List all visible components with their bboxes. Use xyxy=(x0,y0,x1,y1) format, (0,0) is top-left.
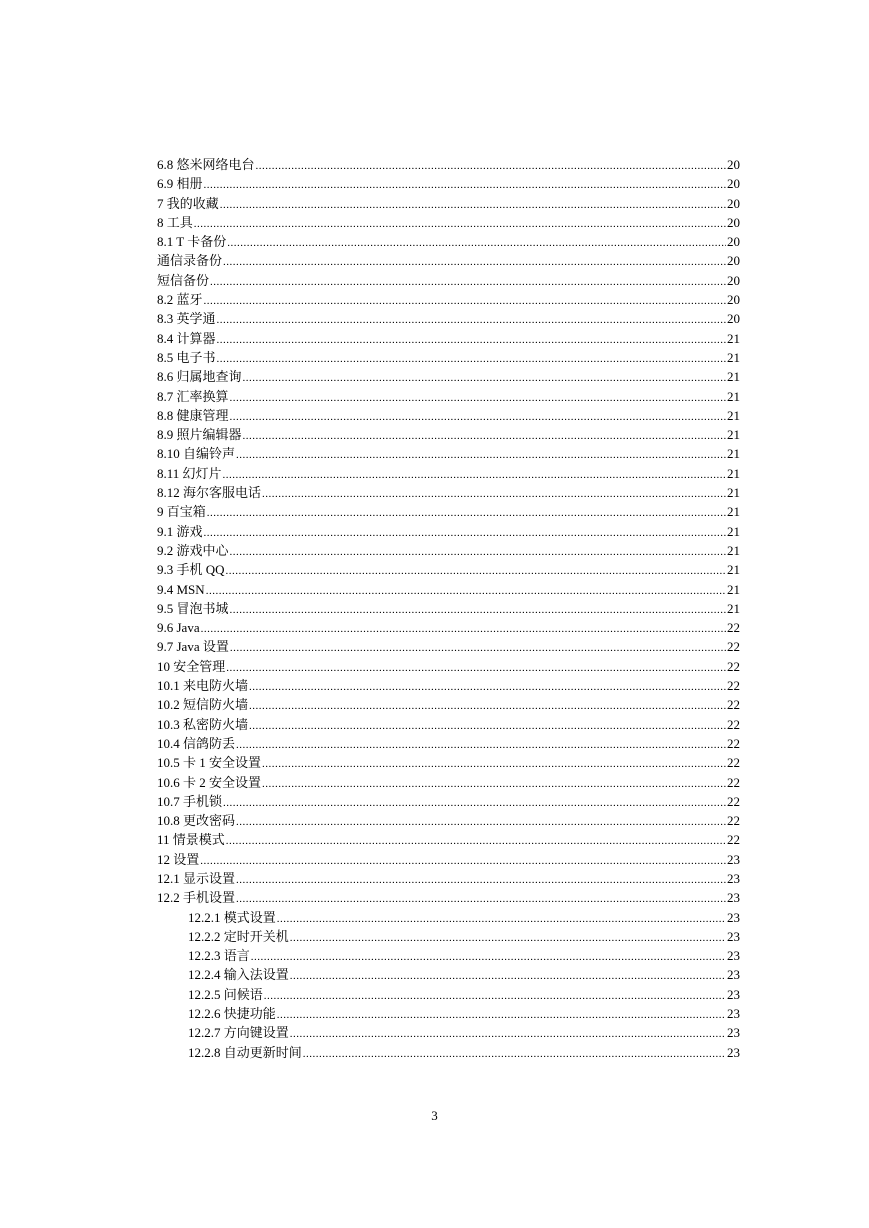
toc-entry-page: 20 xyxy=(727,253,740,269)
toc-leader-dots xyxy=(204,292,726,311)
toc-entry-label: 10.4 信鸽防丢 xyxy=(157,735,236,751)
toc-entry[interactable] xyxy=(157,676,740,695)
toc-entry[interactable] xyxy=(157,232,740,251)
toc-entry-label: 10.7 手机锁 xyxy=(157,793,223,809)
toc-entry-page: 21 xyxy=(727,562,740,578)
toc-entry-label: 8.11 幻灯片 xyxy=(157,465,222,481)
toc-leader-dots xyxy=(230,601,726,620)
toc-entry-label: 12.2 手机设置 xyxy=(157,890,236,906)
toc-entry-label: 12.2.6 快捷功能 xyxy=(188,1006,276,1022)
toc-leader-dots xyxy=(249,697,726,716)
toc-leader-dots xyxy=(249,717,726,736)
toc-entry-page: 21 xyxy=(727,523,740,539)
toc-leader-dots xyxy=(210,273,726,292)
toc-entry[interactable] xyxy=(157,965,740,984)
toc-entry-page: 21 xyxy=(727,407,740,423)
toc-leader-dots xyxy=(290,967,726,986)
toc-entry[interactable] xyxy=(157,483,740,502)
toc-entry[interactable] xyxy=(157,637,740,656)
toc-entry[interactable] xyxy=(157,695,740,714)
toc-entry-page: 22 xyxy=(727,774,740,790)
toc-entry[interactable] xyxy=(157,850,740,869)
page-number: 3 xyxy=(431,1108,438,1123)
toc-entry-page: 21 xyxy=(727,330,740,346)
toc-entry-page: 22 xyxy=(727,620,740,636)
toc-entry-label: 12 设置 xyxy=(157,851,200,867)
toc-entry-label: 6.8 悠米网络电台 xyxy=(157,157,255,172)
toc-entry-page: 23 xyxy=(727,909,740,925)
toc-entry-page: 21 xyxy=(727,542,740,558)
toc-entry-page: 21 xyxy=(727,485,740,501)
toc-leader-dots xyxy=(230,639,726,658)
toc-entry-page: 22 xyxy=(727,755,740,771)
toc-entry-page: 20 xyxy=(727,195,740,211)
toc-entry[interactable] xyxy=(157,580,740,599)
toc-leader-dots xyxy=(262,755,726,774)
toc-leader-dots xyxy=(290,929,726,948)
toc-entry-label: 10.2 短信防火墙 xyxy=(157,697,249,713)
toc-entry-page: 20 xyxy=(727,176,740,192)
toc-entry[interactable] xyxy=(157,927,740,946)
toc-leader-dots xyxy=(236,446,726,465)
toc-entry-label: 12.2.1 模式设置 xyxy=(188,909,276,925)
toc-entry-page: 22 xyxy=(727,716,740,732)
toc-leader-dots xyxy=(230,543,726,562)
toc-entry[interactable] xyxy=(157,773,740,792)
toc-leader-dots xyxy=(303,1045,726,1064)
toc-entry-label: 8.10 自编铃声 xyxy=(157,446,236,462)
toc-entry[interactable] xyxy=(157,251,740,270)
toc-entry-page: 21 xyxy=(727,504,740,520)
toc-entry-label: 9.6 Java xyxy=(157,620,200,636)
toc-entry-label: 12.2.5 问候语 xyxy=(188,986,263,1002)
toc-entry-page: 22 xyxy=(727,697,740,713)
toc-entry-page: 20 xyxy=(727,214,740,230)
toc-entry-page: 21 xyxy=(727,600,740,616)
toc-entry-page: 20 xyxy=(727,272,740,288)
toc-leader-dots xyxy=(230,389,726,408)
toc-entry-page: 22 xyxy=(727,793,740,809)
toc-entry[interactable] xyxy=(157,367,740,386)
toc-entry-label: 9.7 Java 设置 xyxy=(157,639,229,655)
toc-entry-label: 9.2 游戏中心 xyxy=(157,542,229,558)
toc-entry[interactable] xyxy=(157,599,740,618)
toc-leader-dots xyxy=(226,562,726,581)
toc-entry-label: 12.1 显示设置 xyxy=(157,870,236,886)
toc-entry[interactable] xyxy=(157,946,740,965)
toc-leader-dots xyxy=(227,234,726,253)
toc-entry[interactable] xyxy=(157,309,740,328)
toc-entry-page: 22 xyxy=(727,813,740,829)
toc-entry-page: 23 xyxy=(727,948,740,964)
toc-entry[interactable] xyxy=(157,753,740,772)
toc-entry-label: 9.1 游戏 xyxy=(157,523,203,539)
toc-entry-page: 23 xyxy=(727,890,740,906)
toc-leader-dots xyxy=(217,331,726,350)
toc-leader-dots xyxy=(207,504,726,523)
toc-leader-dots xyxy=(236,890,726,909)
toc-leader-dots xyxy=(226,832,726,851)
toc-leader-dots xyxy=(236,871,726,890)
toc-entry[interactable] xyxy=(157,522,740,541)
toc-leader-dots xyxy=(290,1025,726,1044)
toc-entry-page: 21 xyxy=(727,427,740,443)
toc-entry-label: 8 工具 xyxy=(157,214,193,230)
toc-entry-page: 23 xyxy=(727,986,740,1002)
toc-entry-page: 23 xyxy=(727,1006,740,1022)
toc-leader-dots xyxy=(226,659,726,678)
toc-leader-dots xyxy=(236,813,726,832)
toc-entry-page: 20 xyxy=(727,292,740,308)
toc-entry-page: 20 xyxy=(727,157,740,172)
toc-entry[interactable] xyxy=(157,174,740,193)
toc-leader-dots xyxy=(236,736,726,755)
toc-entry-page: 22 xyxy=(727,658,740,674)
toc-entry-page: 22 xyxy=(727,678,740,694)
toc-entry[interactable] xyxy=(157,444,740,463)
toc-entry[interactable] xyxy=(157,618,740,637)
toc-leader-dots xyxy=(230,408,726,427)
toc-leader-dots xyxy=(217,350,726,369)
toc-entry-label: 10.1 来电防火墙 xyxy=(157,678,249,694)
toc-entry-label: 8.5 电子书 xyxy=(157,349,216,365)
toc-leader-dots xyxy=(200,852,726,871)
toc-entry-label: 7 我的收藏 xyxy=(157,195,219,211)
toc-entry[interactable] xyxy=(157,792,740,811)
toc-leader-dots xyxy=(243,369,726,388)
toc-entry-label: 8.6 归属地查询 xyxy=(157,369,242,385)
toc-leader-dots xyxy=(204,524,726,543)
toc-entry[interactable] xyxy=(157,869,740,888)
toc-entry-page: 20 xyxy=(727,234,740,250)
toc-entry[interactable] xyxy=(157,1023,740,1042)
toc-entry-label: 9.5 冒泡书城 xyxy=(157,600,229,616)
toc-entry-label: 8.1 T 卡备份 xyxy=(157,234,227,250)
toc-entry-label: 10 安全管理 xyxy=(157,658,226,674)
toc-entry-page: 23 xyxy=(727,1025,740,1041)
toc-leader-dots xyxy=(249,678,726,697)
toc-entry[interactable] xyxy=(157,734,740,753)
toc-entry[interactable] xyxy=(157,290,740,309)
toc-entry-page: 23 xyxy=(727,967,740,983)
toc-leader-dots xyxy=(223,466,726,485)
toc-entry-page: 23 xyxy=(727,870,740,886)
toc-entry[interactable] xyxy=(157,888,740,907)
toc-leader-dots xyxy=(262,485,726,504)
toc-leader-dots xyxy=(220,196,726,215)
toc-entry-page: 22 xyxy=(727,639,740,655)
toc-entry-label: 12.2.4 输入法设置 xyxy=(188,967,289,983)
toc-entry-label: 6.9 相册 xyxy=(157,176,203,192)
toc-entry-label: 8.4 计算器 xyxy=(157,330,216,346)
table-of-contents xyxy=(157,155,740,1062)
toc-entry-page: 23 xyxy=(727,928,740,944)
toc-entry-label: 8.3 英学通 xyxy=(157,311,216,327)
toc-leader-dots xyxy=(206,582,726,601)
toc-entry-page: 21 xyxy=(727,369,740,385)
toc-entry[interactable] xyxy=(157,194,740,213)
toc-entry[interactable] xyxy=(157,985,740,1004)
toc-leader-dots xyxy=(277,1006,726,1025)
toc-entry-label: 9.4 MSN xyxy=(157,581,205,597)
toc-entry-page: 21 xyxy=(727,446,740,462)
toc-entry[interactable] xyxy=(157,715,740,734)
toc-leader-dots xyxy=(223,794,726,813)
toc-leader-dots xyxy=(251,948,726,967)
toc-entry[interactable] xyxy=(157,811,740,830)
toc-entry-label: 10.8 更改密码 xyxy=(157,813,236,829)
toc-entry-label: 8.12 海尔客服电话 xyxy=(157,485,262,501)
toc-leader-dots xyxy=(262,775,726,794)
toc-entry-label: 8.8 健康管理 xyxy=(157,407,229,423)
toc-entry-page: 23 xyxy=(727,1044,740,1060)
toc-entry-page: 21 xyxy=(727,465,740,481)
toc-entry[interactable] xyxy=(157,387,740,406)
toc-entry-label: 12.2.3 语言 xyxy=(188,948,250,964)
toc-entry-page: 21 xyxy=(727,349,740,365)
toc-entry-label: 短信备份 xyxy=(157,272,210,288)
toc-leader-dots xyxy=(264,987,726,1006)
toc-leader-dots xyxy=(204,176,726,195)
toc-entry-label: 8.2 蓝牙 xyxy=(157,292,203,308)
toc-entry-page: 20 xyxy=(727,311,740,327)
toc-entry[interactable] xyxy=(157,271,740,290)
toc-leader-dots xyxy=(277,910,726,929)
toc-entry-label: 9 百宝箱 xyxy=(157,504,206,520)
toc-entry[interactable] xyxy=(157,830,740,849)
toc-entry[interactable] xyxy=(157,657,740,676)
toc-entry-page: 21 xyxy=(727,581,740,597)
toc-entry-label: 12.2.7 方向键设置 xyxy=(188,1025,289,1041)
toc-entry-label: 11 情景模式 xyxy=(157,832,225,848)
toc-entry-label: 8.7 汇率换算 xyxy=(157,388,229,404)
toc-entry[interactable] xyxy=(157,213,740,232)
toc-entry-page: 22 xyxy=(727,735,740,751)
toc-entry[interactable] xyxy=(157,329,740,348)
toc-leader-dots xyxy=(201,620,726,639)
toc-entry-page: 22 xyxy=(727,832,740,848)
toc-entry[interactable] xyxy=(157,464,740,483)
toc-entry[interactable] xyxy=(157,155,740,174)
toc-entry[interactable] xyxy=(157,560,740,579)
toc-entry-label: 10.5 卡 1 安全设置 xyxy=(157,755,262,771)
toc-entry-page: 23 xyxy=(727,851,740,867)
toc-entry[interactable] xyxy=(157,908,740,927)
toc-entry[interactable] xyxy=(157,425,740,444)
toc-leader-dots xyxy=(256,157,726,176)
toc-leader-dots xyxy=(194,215,726,234)
toc-entry[interactable] xyxy=(157,541,740,560)
toc-entry[interactable] xyxy=(157,1043,740,1062)
toc-entry-label: 通信录备份 xyxy=(157,253,223,269)
toc-entry-page: 21 xyxy=(727,388,740,404)
toc-entry[interactable] xyxy=(157,348,740,367)
toc-leader-dots xyxy=(223,253,726,272)
toc-entry[interactable] xyxy=(157,1004,740,1023)
toc-leader-dots xyxy=(217,311,726,330)
toc-entry-label: 10.3 私密防火墙 xyxy=(157,716,249,732)
toc-entry[interactable] xyxy=(157,406,740,425)
toc-entry-label: 12.2.2 定时开关机 xyxy=(188,928,289,944)
toc-entry[interactable] xyxy=(157,502,740,521)
toc-entry-label: 10.6 卡 2 安全设置 xyxy=(157,774,262,790)
toc-entry-label: 8.9 照片编辑器 xyxy=(157,427,242,443)
toc-entry-label: 9.3 手机 QQ xyxy=(157,562,225,578)
toc-leader-dots xyxy=(243,427,726,446)
toc-entry-label: 12.2.8 自动更新时间 xyxy=(188,1044,302,1060)
